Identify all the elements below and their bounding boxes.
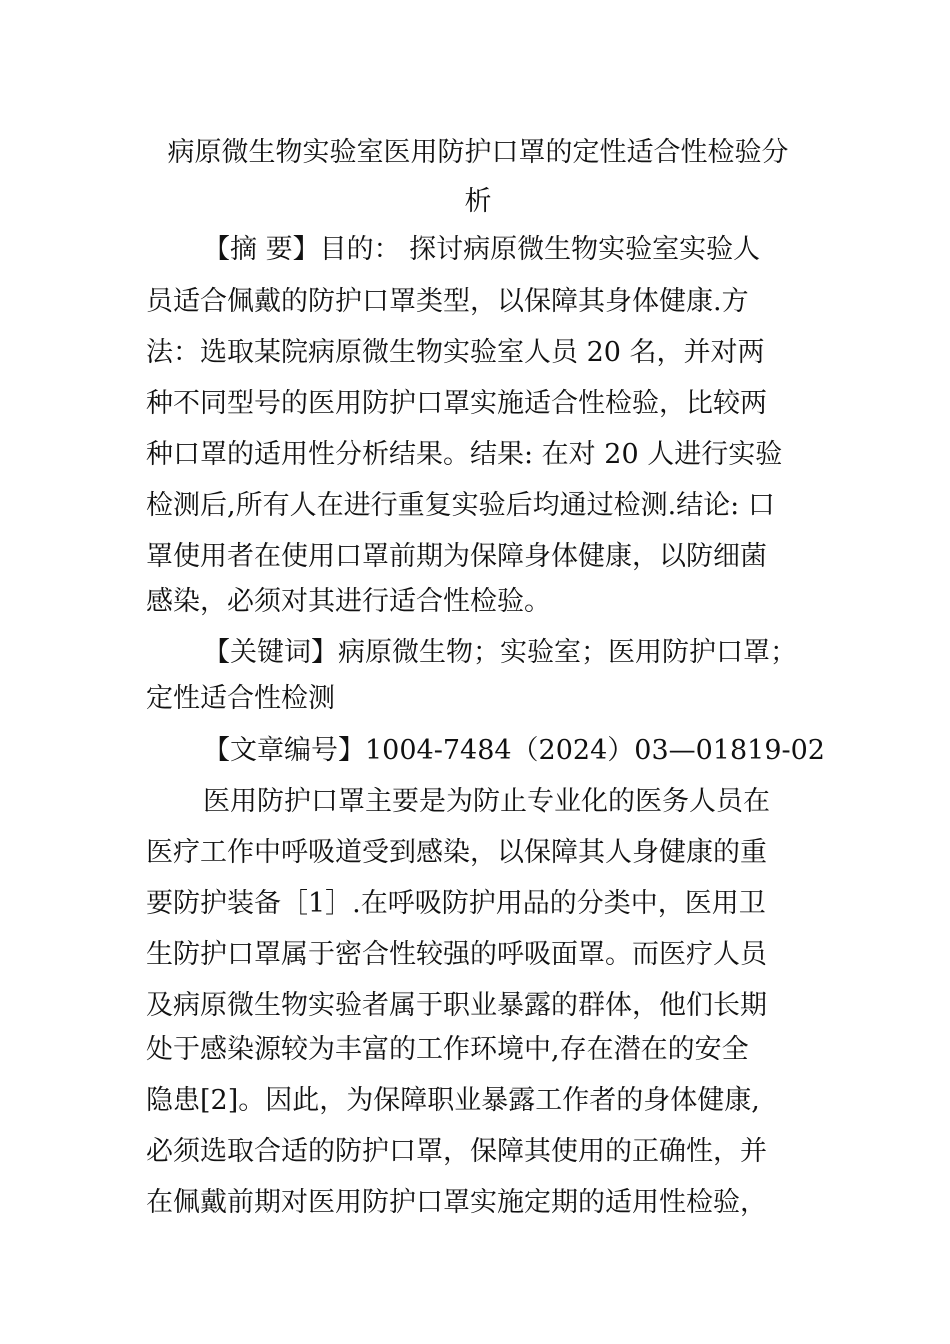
abstract-line: 种不同型号的医用防护口罩实施适合性检验，比较两 (146, 388, 767, 419)
body-line: 医用防护口罩主要是为防止专业化的医务人员在 (203, 786, 770, 817)
title-line: 病原微生物实验室医用防护口罩的定性适合性检验分 (167, 137, 789, 168)
body-line: 必须选取合适的防护口罩，保障其使用的正确性，并 (146, 1136, 767, 1167)
body-line: 医疗工作中呼吸道受到感染，以保障其人身健康的重 (146, 837, 767, 868)
keywords-line: 【关键词】病原微生物；实验室；医用防护口罩； (203, 637, 797, 668)
body-line: 处于感染源较为丰富的工作环境中,存在潜在的安全 (146, 1034, 749, 1065)
abstract-line: 罩使用者在使用口罩前期为保障身体健康，以防细菌 (146, 541, 767, 572)
abstract-line: 法：选取某院病原微生物实验室人员 20 名，并对两 (146, 337, 765, 368)
body-line: 隐患[2]。因此，为保障职业暴露工作者的身体健康, (146, 1085, 760, 1116)
abstract-line: 检测后,所有人在进行重复实验后均通过检测.结论: 口 (146, 490, 775, 521)
title-line: 析 (464, 186, 492, 217)
article-number: 【文章编号】1004-7484（2024）03—01819-02 (203, 735, 825, 766)
abstract-line: 【摘 要】目的： 探讨病原微生物实验室实验人 (203, 234, 761, 265)
body-line: 在佩戴前期对医用防护口罩实施定期的适用性检验， (146, 1187, 767, 1218)
body-line: 及病原微生物实验者属于职业暴露的群体，他们长期 (146, 990, 767, 1021)
abstract-line: 员适合佩戴的防护口罩类型，以保障其身体健康.方 (146, 286, 749, 317)
document-title (146, 128, 810, 226)
body-line: 要防护装备［1］.在呼吸防护用品的分类中，医用卫 (146, 888, 766, 919)
abstract-line: 种口罩的适用性分析结果。结果: 在对 20 人进行实验 (146, 439, 783, 470)
abstract-line: 感染，必须对其进行适合性检验。 (146, 586, 551, 617)
body-line: 生防护口罩属于密合性较强的呼吸面罩。而医疗人员 (146, 939, 767, 970)
keywords-line: 定性适合性检测 (146, 683, 335, 714)
